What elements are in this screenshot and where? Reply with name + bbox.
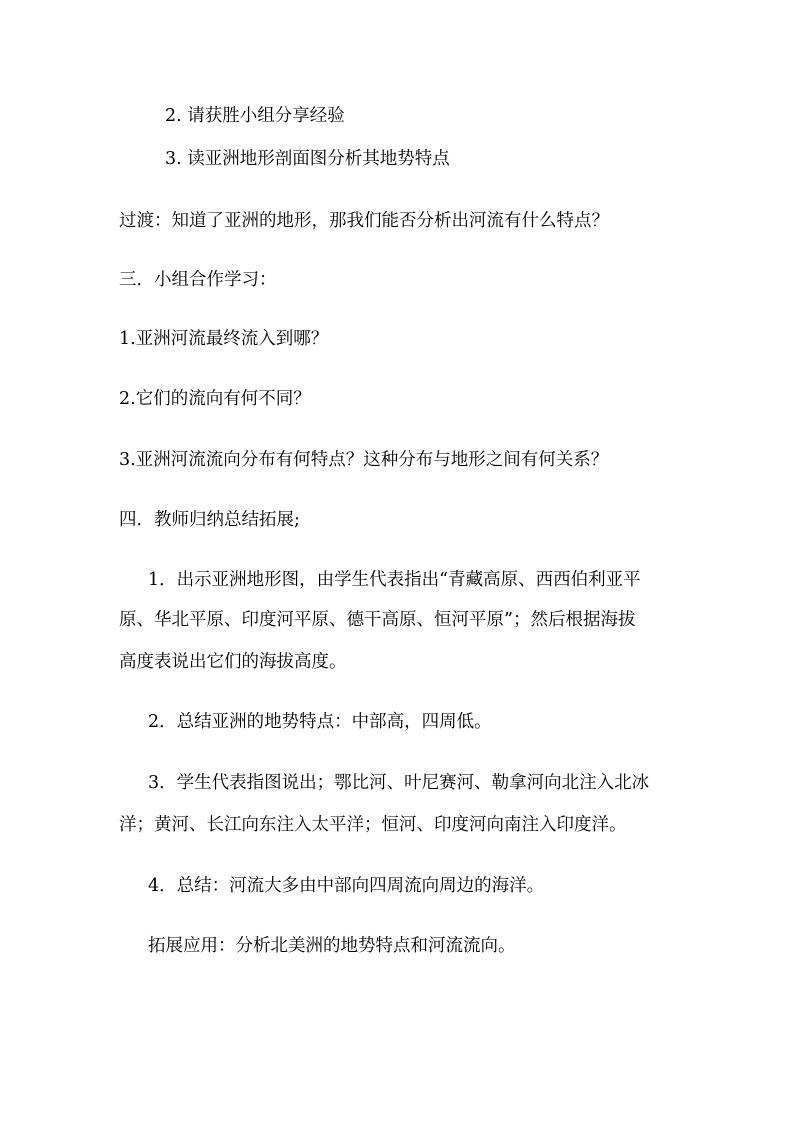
list-item-3: 3. 读亚洲地形剖面图分析其地势特点 [165,149,450,169]
question-2: 2.它们的流向有何不同？ [119,389,311,409]
point-3-line-1: 3．学生代表指图说出；鄂比河、叶尼赛河、勒拿河向北注入北冰 [148,773,650,793]
point-3-line-2: 洋；黄河、长江向东注入太平洋；恒河、印度河向南注入印度洋。 [119,815,627,835]
point-1-line-1: 1．出示亚洲地形图，由学生代表指出“青藏高原、西西伯利亚平 [148,570,641,590]
transition-paragraph: 过渡：知道了亚洲的地形，那我们能否分析出河流有什么特点？ [119,211,609,231]
extension-application: 拓展应用：分析北美洲的地势特点和河流流向。 [148,936,516,956]
point-2: 2．总结亚洲的地势特点：中部高，四周低。 [148,712,492,732]
point-1-line-3: 高度表说出它们的海拔高度。 [119,652,347,672]
list-item-2: 2. 请获胜小组分享经验 [165,106,345,126]
section-4-heading: 四．教师归纳总结拓展; [119,510,300,530]
question-1: 1.亚洲河流最终流入到哪？ [119,329,329,349]
point-1-line-2: 原、华北平原、印度河平原、德干高原、恒河平原”；然后根据海拔 [119,610,636,630]
point-4: 4．总结：河流大多由中部向四周流向周边的海洋。 [148,876,545,896]
section-3-heading: 三．小组合作学习： [119,270,277,290]
question-3: 3.亚洲河流流向分布有何特点？这种分布与地形之间有何关系？ [119,450,609,470]
